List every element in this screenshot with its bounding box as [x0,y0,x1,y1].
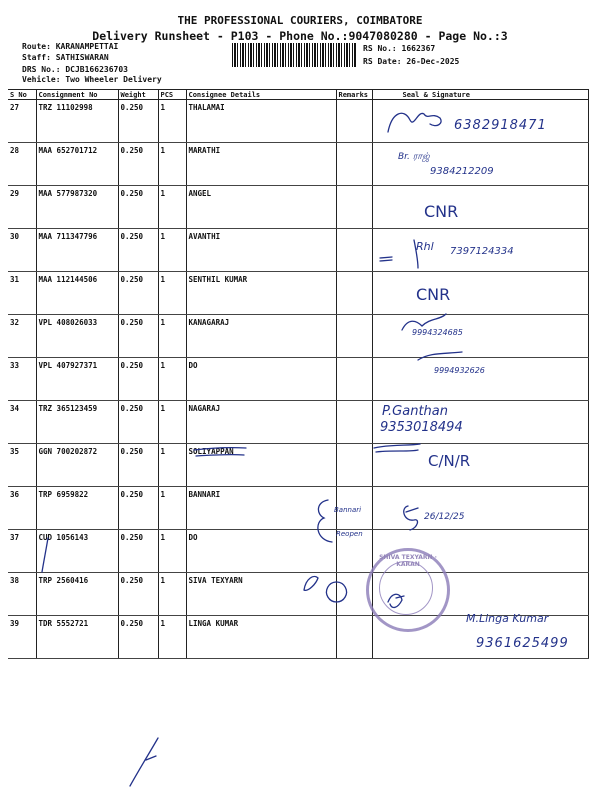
hw-28-name: Br. ராஜ் [398,152,430,162]
sno-cell: 34 [8,401,36,444]
col-pcs: PCS [158,90,186,100]
sno-37-tick [42,538,48,572]
pcs-cell: 1 [158,444,186,487]
consignment-cell: MAA 577987320 [36,186,118,229]
company-stamp [366,548,450,632]
drs-number: DRS No.: DCJB166236703 [22,65,128,74]
consignment-cell: CUD 1056143 [36,530,118,573]
weight-cell: 0.250 [118,315,158,358]
pcs-cell: 1 [158,186,186,229]
hw-39-phone: 9361625499 [476,636,569,651]
staff-label: Staff: SATHISWARAN [22,53,109,62]
runsheet-title: Delivery Runsheet - P103 - Phone No.:9047080280 - Page No.:3 [92,29,508,43]
bottom-left-mark [130,738,158,786]
signature-35-strike [374,444,420,452]
hw-39-name: M.Linga Kumar [466,612,549,625]
sno-cell: 38 [8,573,36,616]
remarks-38-sign [304,577,318,591]
weight-cell: 0.250 [118,143,158,186]
route-label: Route: KARANAMPETTAI [22,42,119,51]
consignee-cell: SOLIYAPPAN [186,444,336,487]
col-signature: Seal & Signature [372,90,588,100]
stamp-inner-ring [379,561,433,615]
consignment-cell: TDR 5552721 [36,616,118,659]
weight-cell: 0.250 [118,186,158,229]
hw-29-cnr: CNR [424,202,459,221]
weight-cell: 0.250 [118,229,158,272]
sno-cell: 33 [8,358,36,401]
weight-cell: 0.250 [118,401,158,444]
consignee-cell: AVANTHI [186,229,336,272]
pcs-cell: 1 [158,616,186,659]
weight-cell: 0.250 [118,444,158,487]
weight-cell: 0.250 [118,272,158,315]
remarks-38-circle [327,582,347,602]
consignee-cell: BANNARI [186,487,336,530]
consignment-cell: TRP 2560416 [36,573,118,616]
hw-31-cnr: CNR [416,285,451,304]
consignee-cell: THALAMAI [186,100,336,143]
consignee-cell: DO [186,358,336,401]
consignment-cell: VPL 407927371 [36,358,118,401]
consignment-cell: TRP 6959822 [36,487,118,530]
consignment-cell: MAA 112144506 [36,272,118,315]
weight-cell: 0.250 [118,616,158,659]
pcs-cell: 1 [158,530,186,573]
hw-33-phone: 9994932626 [434,366,485,375]
hw-28-phone: 9384212209 [430,166,494,177]
sno-cell: 30 [8,229,36,272]
signature-30-scrawl [380,257,392,261]
signature-37-scrawl [404,506,418,530]
col-weight: Weight [118,90,158,100]
sno-cell: 27 [8,100,36,143]
consignee-cell: SIVA TEXYARN [186,573,336,616]
rs-number: RS No.: 1662367 [363,44,436,53]
consignment-cell: TRZ 365123459 [36,401,118,444]
weight-cell: 0.250 [118,100,158,143]
sno-cell: 36 [8,487,36,530]
col-remarks: Remarks [336,90,372,100]
consignment-cell: GGN 700202872 [36,444,118,487]
hw-37-remark: Reopen [336,530,363,538]
pcs-cell: 1 [158,100,186,143]
sno-cell: 31 [8,272,36,315]
consignment-cell: VPL 408026033 [36,315,118,358]
sno-cell: 39 [8,616,36,659]
consignee-cell: KANAGARAJ [186,315,336,358]
rs-date: RS Date: 26-Dec-2025 [363,57,460,66]
consignee-cell: MARATHI [186,143,336,186]
consignee-cell: ANGEL [186,186,336,229]
pcs-cell: 1 [158,143,186,186]
pcs-cell: 1 [158,229,186,272]
pcs-cell: 1 [158,358,186,401]
hw-37-date: 26/12/25 [424,512,465,522]
hw-30-phone: 7397124334 [450,246,514,257]
consignment-cell: TRZ 11102998 [36,100,118,143]
consignment-cell: MAA 711347796 [36,229,118,272]
hw-34-phone: 9353018494 [380,420,463,435]
weight-cell: 0.250 [118,530,158,573]
col-sno: S No [8,90,36,100]
stamp-text: SHIVA TEXYARN · KARAN [379,554,437,568]
hw-30-name: Rhl [416,240,434,253]
col-consignee: Consignee Details [186,90,336,100]
col-consignment: Consignment No [36,90,118,100]
consignee-cell: NAGARAJ [186,401,336,444]
weight-cell: 0.250 [118,358,158,401]
hw-36-remark: Bannari [334,506,362,514]
pcs-cell: 1 [158,487,186,530]
company-title: THE PROFESSIONAL COURIERS, COIMBATORE [177,14,423,27]
consignee-35-underline [194,448,246,456]
signature-27-scrawl [388,113,441,132]
pcs-cell: 1 [158,272,186,315]
pcs-cell: 1 [158,401,186,444]
pcs-cell: 1 [158,573,186,616]
sno-cell: 37 [8,530,36,573]
hw-35-cnr: C/N/R [428,452,471,470]
sno-cell: 32 [8,315,36,358]
hw-34-name: P.Ganthan [382,404,449,419]
weight-cell: 0.250 [118,573,158,616]
sno-cell: 29 [8,186,36,229]
weight-cell: 0.250 [118,487,158,530]
remarks-37-brace [318,500,332,542]
sno-cell: 35 [8,444,36,487]
consignee-cell: LINGA KUMAR [186,616,336,659]
vehicle-label: Vehicle: Two Wheeler Delivery [22,75,162,84]
signature-33-strike [418,352,462,360]
sno-cell: 28 [8,143,36,186]
consignment-cell: MAA 652701712 [36,143,118,186]
consignee-cell: DO [186,530,336,573]
hw-32-phone: 9994324685 [412,328,463,337]
hw-27-phone: 6382918471 [454,118,547,133]
consignee-cell: SENTHIL KUMAR [186,272,336,315]
pcs-cell: 1 [158,315,186,358]
